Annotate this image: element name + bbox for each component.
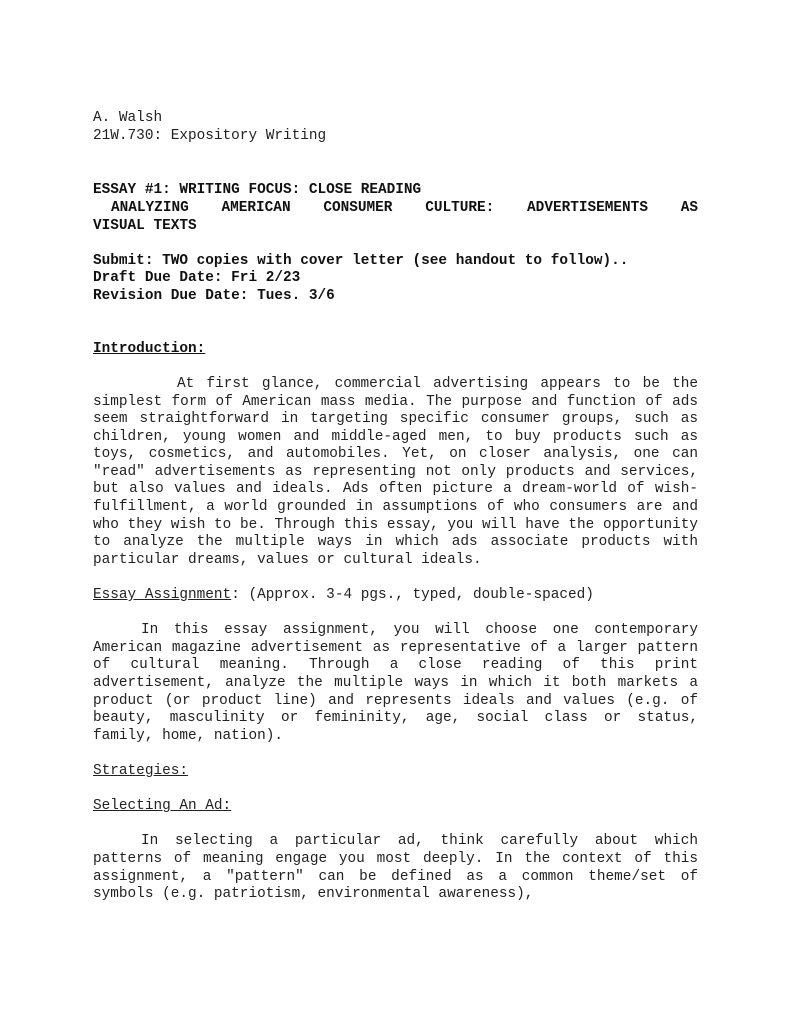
assignment-paragraph: In this essay assignment, you will choose one contemporary American magazine advertisement as representative of a larger pattern of cultural meaning. Through a close reading of this print advertisement, analyze the multiple ways in which it both markets a product (or product line) and represents ideals and values (e.g. of beauty, masculinity or femininity, age, social class or status, family, home, nation). bbox=[93, 622, 698, 744]
author-name: A. Walsh bbox=[93, 110, 163, 126]
document-page bbox=[93, 110, 698, 904]
introduction-paragraph: At first glance, commercial advertising appears to be the simplest form of American mass media. The purpose and function of ads seem straightforward in targeting specific consumer groups, such as children, young women and middle-aged men, to buy products such as toys, cosmetics, and automobiles. Yet, on closer analysis, one can "read" advertisements as representing not only products and services, but also values and ideals. Ads often picture a dream-world of wish-fulfillment, a world grounded in assumptions of who consumers are and who they wish to be. Through this essay, you will have the opportunity to analyze the multiple ways in which ads associate products with particular dreams, values or cultural ideals. bbox=[93, 375, 698, 568]
essay-title-line-3: VISUAL TEXTS bbox=[93, 217, 197, 234]
draft-due-date: Draft Due Date: Fri 2/23 bbox=[93, 270, 301, 287]
selecting-ad-heading: Selecting An Ad: bbox=[93, 798, 232, 815]
selecting-ad-paragraph: In selecting a particular ad, think carefully about which patterns of meaning engage you most deeply. In the context of this assignment, a "pattern" can be defined as a common theme/set of symbols (e.g. patriotism, environmental awareness), bbox=[93, 833, 698, 903]
revision-due-date: Revision Due Date: Tues. 3/6 bbox=[93, 287, 335, 304]
strategies-heading: Strategies: bbox=[93, 762, 188, 779]
assignment-line bbox=[93, 587, 698, 605]
essay-title-line-1: ESSAY #1: WRITING FOCUS: CLOSE READING bbox=[93, 182, 422, 199]
essay-title-line-2: ANALYZING AMERICAN CONSUMER CULTURE: ADVERTISEMENTS AS bbox=[111, 199, 698, 216]
course-title: 21W.730: Expository Writing bbox=[93, 127, 327, 144]
submit-instructions: Submit: TWO copies with cover letter (see handout to follow).. bbox=[93, 252, 629, 269]
introduction-heading: Introduction: bbox=[93, 340, 206, 357]
assignment-heading: Essay Assignment bbox=[93, 587, 232, 604]
assignment-details: : (Approx. 3-4 pgs., typed, double-spaced) bbox=[231, 587, 594, 604]
